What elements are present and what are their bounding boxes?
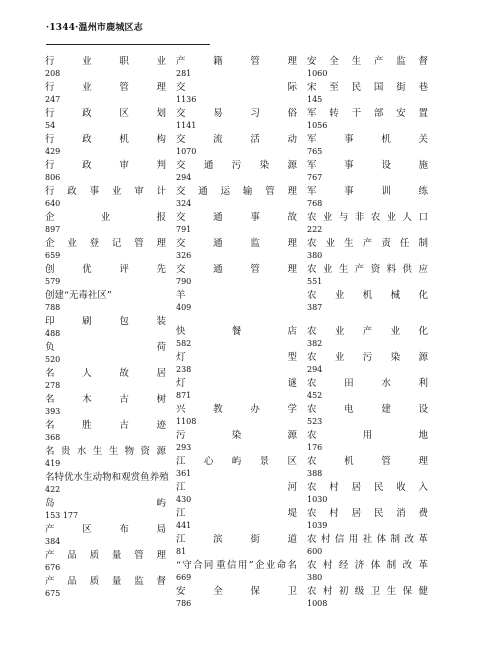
index-page-number: 382	[307, 339, 323, 348]
index-page-number: 790	[176, 277, 192, 286]
index-entry	[307, 377, 428, 403]
index-page-number: 786	[176, 599, 192, 608]
index-page-number: 145	[307, 95, 323, 104]
index-page-number: 582	[176, 339, 192, 348]
index-entry	[307, 351, 428, 377]
index-page-number: 676	[45, 563, 61, 572]
index-entry	[176, 159, 297, 185]
index-page-number: 368	[45, 433, 61, 442]
index-page-number: 669	[176, 573, 192, 582]
index-term: 企 业 报	[45, 212, 166, 223]
index-entry	[307, 585, 428, 611]
index-entry	[45, 185, 166, 211]
index-page-number: 871	[176, 391, 192, 400]
index-page-number: 1136	[176, 95, 197, 104]
index-page-number: 422	[45, 485, 61, 494]
index-term: 产 品 质 量 管 理	[45, 550, 166, 561]
index-page-number: 551	[307, 277, 323, 286]
index-entry	[307, 325, 428, 351]
index-term: 江 滨 街 道	[176, 534, 297, 545]
index-page-number: 579	[45, 277, 61, 286]
index-term: 污 染 源	[176, 430, 297, 441]
header-rule	[46, 44, 210, 45]
index-term: 负 荷	[45, 342, 166, 353]
index-page-number: 791	[176, 225, 192, 234]
index-entry	[45, 133, 166, 159]
index-term: 农 村 信 用 社 体 制 改 革	[307, 534, 428, 545]
page-header: ·1344·温州市鹿城区志	[46, 23, 143, 33]
index-entry	[176, 481, 297, 507]
index-page-number: 387	[307, 303, 323, 312]
index-term: “ 守 合 同 重 信 用 ” 企 业 命 名	[176, 560, 297, 571]
index-entry	[307, 289, 428, 325]
index-term: 交 通 污 染 源	[176, 160, 297, 171]
index-page-number: 54	[45, 121, 56, 130]
index-page-number: 409	[176, 303, 192, 312]
index-term: 名 贵 水 生 生 物 资 源	[45, 446, 166, 457]
index-term: 农 业 机 械 化	[307, 290, 428, 301]
index-entry	[45, 393, 166, 419]
index-page-number: 294	[176, 173, 192, 182]
index-entry	[176, 289, 297, 325]
index-term: 交 流 活 动	[176, 134, 297, 145]
index-entry	[45, 419, 166, 445]
index-term: 交 际	[176, 82, 297, 93]
index-page-number: 1056	[307, 121, 328, 130]
index-column-3	[307, 55, 428, 611]
index-page-number: 897	[45, 225, 61, 234]
index-term: 农 机 管 理	[307, 456, 428, 467]
index-term: 农 田 水 利	[307, 378, 428, 389]
index-term: 名 胜 古 迹	[45, 420, 166, 431]
index-entry	[176, 325, 297, 351]
index-page-number: 293	[176, 443, 192, 452]
index-entry	[307, 533, 428, 559]
index-page-number: 767	[307, 173, 323, 182]
index-page-number: 1070	[176, 147, 197, 156]
index-term: 宋 至 民 国 街 巷	[307, 82, 428, 93]
index-page-number: 429	[45, 147, 61, 156]
index-page-number: 324	[176, 199, 192, 208]
index-entry	[176, 377, 297, 403]
index-entry	[307, 403, 428, 429]
index-term: 军 事 机 关	[307, 134, 428, 145]
index-entry	[45, 549, 166, 575]
index-entry	[176, 81, 297, 107]
index-entry	[307, 559, 428, 585]
index-term: 农 电 建 设	[307, 404, 428, 415]
index-term: 名 人 故 居	[45, 368, 166, 379]
index-term: 印 刷 包 装	[45, 316, 166, 327]
index-term: 交 易 习 俗	[176, 108, 297, 119]
index-term: 安 全 保 卫	[176, 586, 297, 597]
index-term: 农 用 地	[307, 430, 428, 441]
index-term: 行 业 职 业	[45, 56, 166, 67]
index-page-number: 1060	[307, 69, 328, 78]
index-page-number: 380	[307, 251, 323, 260]
index-entry	[176, 507, 297, 533]
index-page-number: 208	[45, 69, 61, 78]
index-entry	[45, 159, 166, 185]
index-page-number: 788	[45, 303, 61, 312]
index-page-number: 281	[176, 69, 192, 78]
index-entry	[307, 455, 428, 481]
index-page-number: 361	[176, 469, 192, 478]
index-entry	[45, 471, 169, 497]
index-entry	[45, 263, 166, 289]
index-entry	[307, 185, 428, 211]
index-term: 行 政 区 划	[45, 108, 166, 119]
index-page-number: 419	[45, 459, 61, 468]
index-entry	[176, 351, 297, 377]
index-page-number: 153 177	[45, 511, 79, 520]
index-term: 产 区 布 局	[45, 524, 166, 535]
index-term: 产 品 质 量 监 督	[45, 576, 166, 587]
index-entry	[307, 159, 428, 185]
index-entry	[45, 237, 166, 263]
index-term: 行 业 管 理	[45, 82, 166, 93]
index-entry	[45, 497, 166, 523]
index-entry	[307, 429, 428, 455]
index-term: 交 通 运 输 管 理	[176, 186, 297, 197]
index-entry	[45, 367, 166, 393]
index-entry	[307, 133, 428, 159]
index-term: 江 河	[176, 482, 297, 493]
index-term: 名 木 古 树	[45, 394, 166, 405]
index-term: 军 事 训 练	[307, 186, 428, 197]
index-term: 农 村 初 级 卫 生 保 健	[307, 586, 428, 597]
index-term: 快 餐 店	[176, 326, 297, 337]
index-term: 创 优 评 先	[45, 264, 166, 275]
index-page-number: 768	[307, 199, 323, 208]
index-entry	[45, 445, 166, 471]
index-term: 江 心 屿 景 区	[176, 456, 297, 467]
index-page-number: 675	[45, 589, 61, 598]
index-entry	[176, 107, 297, 133]
index-term: 农 村 经 济 体 制 改 革	[307, 560, 428, 571]
index-entry	[45, 107, 166, 133]
index-page-number: 81	[176, 547, 187, 556]
index-term: 岛 屿	[45, 498, 166, 509]
index-term: 军 转 干 部 安 置	[307, 108, 428, 119]
index-page-number: 388	[307, 469, 323, 478]
index-term: 羊	[176, 290, 186, 301]
index-term: 农 业 生 产 责 任 制	[307, 238, 428, 249]
index-entry	[176, 585, 297, 611]
index-entry	[176, 455, 297, 481]
index-entry	[307, 507, 428, 533]
index-entry	[45, 341, 166, 367]
index-page-number: 247	[45, 95, 61, 104]
index-entry	[307, 263, 428, 289]
index-entry	[45, 81, 166, 107]
index-term: 农 业 污 染 源	[307, 352, 428, 363]
index-entry	[307, 107, 428, 133]
index-entry	[45, 575, 166, 601]
index-entry	[45, 523, 166, 549]
index-page-number: 523	[307, 417, 323, 426]
index-entry	[45, 315, 166, 341]
index-page-number: 765	[307, 147, 323, 156]
index-page-number: 640	[45, 199, 61, 208]
index-term: 灯 型	[176, 352, 297, 363]
index-entry	[176, 263, 297, 289]
index-page-number: 1039	[307, 521, 328, 530]
index-entry	[176, 211, 297, 237]
index-entry	[307, 211, 428, 237]
index-entry	[176, 237, 297, 263]
index-page-number: 326	[176, 251, 192, 260]
index-page-number: 222	[307, 225, 323, 234]
index-entry	[176, 185, 297, 211]
index-term: 行 政 机 构	[45, 134, 166, 145]
index-term: 农 村 居 民 收 入	[307, 482, 428, 493]
index-entry	[307, 55, 428, 81]
index-term: 兴 教 办 学	[176, 404, 297, 415]
index-term: 交 通 事 故	[176, 212, 297, 223]
index-term: 农 业 生 产 资 料 供 应	[307, 264, 428, 275]
index-term: 农 村 居 民 消 费	[307, 508, 428, 519]
index-entry	[45, 211, 166, 237]
index-term: 农 业 与 非 农 业 人 口	[307, 212, 428, 223]
index-page-number: 430	[176, 495, 192, 504]
index-entry	[45, 55, 166, 81]
index-page-number: 452	[307, 391, 323, 400]
index-term: 交 通 管 理	[176, 264, 297, 275]
index-page-number: 659	[45, 251, 61, 260]
index-page-number: 380	[307, 573, 323, 582]
index-page-number: 806	[45, 173, 61, 182]
index-page-number: 1141	[176, 121, 197, 130]
index-column-2	[176, 55, 297, 611]
index-page-number: 600	[307, 547, 323, 556]
index-entry	[307, 237, 428, 263]
index-term: 企 业 登 记 管 理	[45, 238, 166, 249]
index-page-number: 520	[45, 355, 61, 364]
index-page-number: 1108	[176, 417, 197, 426]
index-page-number: 278	[45, 381, 61, 390]
index-term: 军 事 设 施	[307, 160, 428, 171]
index-term: 创建“无毒社区”	[45, 290, 112, 301]
index-term: 江 堤	[176, 508, 297, 519]
index-page-number: 176	[307, 443, 323, 452]
index-entry	[307, 81, 428, 107]
index-page-number: 238	[176, 365, 192, 374]
index-term: 行 政 事 业 审 计	[45, 186, 166, 197]
index-page-number: 441	[176, 521, 192, 530]
index-page-number: 488	[45, 329, 61, 338]
index-page-number: 1008	[307, 599, 328, 608]
index-term: 安 全 生 产 监 督	[307, 56, 428, 67]
index-term: 农 业 产 业 化	[307, 326, 428, 337]
index-term: 交 通 监 理	[176, 238, 297, 249]
index-column-1	[45, 55, 169, 601]
index-term: 产 籍 管 理	[176, 56, 297, 67]
index-entry	[176, 559, 297, 585]
index-entry	[176, 533, 297, 559]
index-entry	[45, 289, 166, 315]
index-entry	[307, 481, 428, 507]
index-page-number: 1030	[307, 495, 328, 504]
index-term: 名 特 优 水 生 动 物 和 观 赏 鱼 养 殖	[45, 472, 169, 483]
index-entry	[176, 133, 297, 159]
index-entry	[176, 55, 297, 81]
index-entry	[176, 403, 297, 429]
index-term: 行 政 审 判	[45, 160, 166, 171]
index-page-number: 294	[307, 365, 323, 374]
index-entry	[176, 429, 297, 455]
index-term: 灯 谜	[176, 378, 297, 389]
index-page-number: 384	[45, 537, 61, 546]
index-page-number: 393	[45, 407, 61, 416]
